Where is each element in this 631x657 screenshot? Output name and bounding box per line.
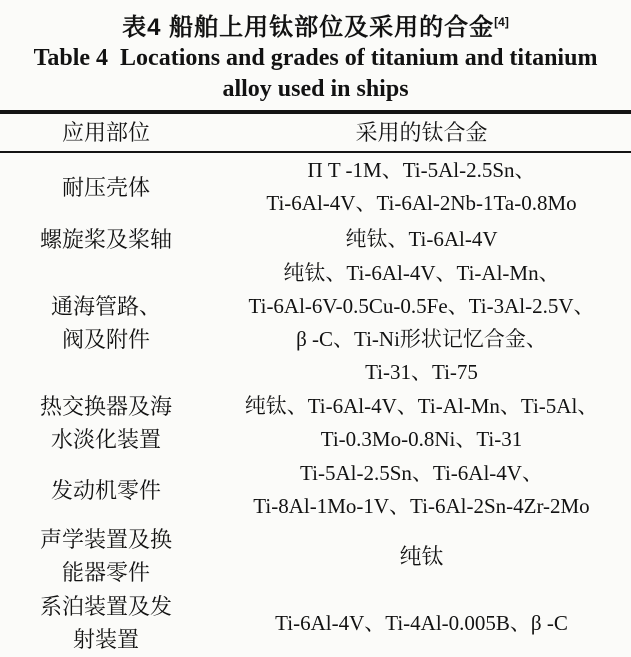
header-location-label: 应用部位 [61, 119, 150, 145]
location-line: 通海管路、 [50, 294, 161, 319]
table-title-english-line1: Table 4 Locations and grades of titanium and titanium [33, 45, 598, 71]
alloy-cell [212, 523, 631, 589]
alloy-cell [212, 257, 631, 389]
alloy-line: Ti-31、Ti-75 [365, 360, 478, 384]
location-cell [0, 221, 212, 257]
alloy-cell [212, 457, 631, 523]
alloy-cell [212, 221, 631, 257]
table-title-chinese-text: 表4 船舶上用钛部位及采用的合金 [122, 14, 495, 41]
alloy-line: 纯钛、Ti-6Al-4V [345, 226, 498, 251]
alloy-line: Ti-6Al-6V-0.5Cu-0.5Fe、Ti-3Al-2.5V、 [248, 294, 595, 318]
alloy-line: 纯钛、Ti-6Al-4V、Ti-Al-Mn、Ti-5Al、 [244, 394, 599, 418]
location-line: 发动机零件 [50, 477, 161, 503]
table-header-row [0, 114, 631, 151]
alloy-cell [212, 589, 631, 657]
table-title-english-line2: alloy used in ships [222, 76, 409, 102]
location-line: 耐压壳体 [61, 174, 150, 200]
location-cell [0, 389, 212, 457]
location-line: 热交换器及海 [39, 394, 172, 419]
table-row [0, 523, 631, 589]
location-cell [0, 457, 212, 523]
table-row [0, 221, 631, 257]
alloy-line: Ti-8Al-1Mo-1V、Ti-6Al-2Sn-4Zr-2Mo [253, 494, 590, 518]
header-alloy-label: 采用的钛合金 [355, 119, 488, 145]
location-line: 射装置 [72, 627, 139, 652]
location-line: 螺旋桨及桨轴 [39, 226, 172, 252]
header-cell-location [0, 114, 212, 151]
table-row [0, 257, 631, 389]
alloy-line: Ti-0.3Mo-0.8Ni、Ti-31 [320, 427, 523, 451]
alloy-line: 纯钛、Ti-6Al-4V、Ti-Al-Mn、 [283, 261, 560, 285]
alloy-line: Π T -1M、Ti-5Al-2.5Sn、 [307, 158, 536, 182]
table-row [0, 457, 631, 523]
alloy-line: 纯钛 [399, 543, 444, 569]
reference-superscript: [4] [494, 15, 509, 29]
location-line: 阀及附件 [61, 327, 150, 352]
alloy-cell [212, 389, 631, 457]
location-line: 能器零件 [61, 560, 150, 585]
location-cell [0, 523, 212, 589]
alloy-line: Ti-6Al-4V、Ti-4Al-0.005B、β -C [275, 610, 568, 635]
location-cell [0, 153, 212, 221]
alloy-line: Ti-6Al-4V、Ti-6Al-2Nb-1Ta-0.8Mo [266, 191, 577, 215]
alloy-cell [212, 153, 631, 221]
table-row [0, 153, 631, 221]
titanium-locations-table [0, 110, 631, 657]
alloy-line: Ti-5Al-2.5Sn、Ti-6Al-4V、 [300, 461, 543, 485]
location-cell [0, 589, 212, 657]
alloy-line: β -C、Ti-Ni形状记忆合金、 [296, 327, 547, 351]
table-title-chinese [0, 0, 631, 43]
location-cell [0, 257, 212, 389]
location-line: 水淡化装置 [50, 427, 161, 452]
table-row [0, 389, 631, 457]
location-line: 系泊装置及发 [39, 594, 172, 619]
location-line: 声学装置及换 [39, 527, 172, 552]
table-row [0, 589, 631, 657]
header-cell-alloy [212, 114, 631, 151]
